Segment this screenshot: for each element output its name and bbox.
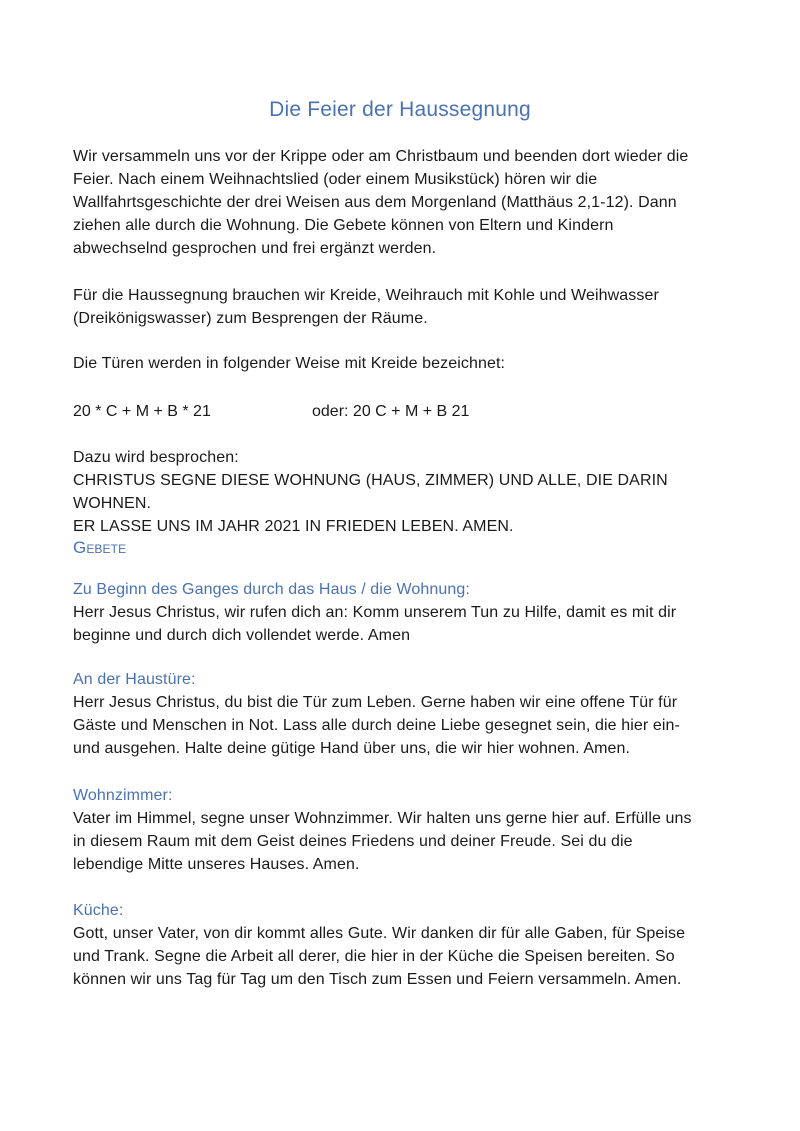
prayer-line: in diesem Raum mit dem Geist deines Friedens und deiner Freude. Sei du die	[73, 833, 633, 850]
materials-line: Für die Haussegnung brauchen wir Kreide, Weihrauch mit Kohle und Weihwasser	[73, 287, 659, 304]
document-title: Die Feier der Haussegnung	[269, 98, 531, 121]
intro-line: abwechselnd gesprochen und frei ergänzt werden.	[73, 240, 437, 257]
intro-line: Feier. Nach einem Weihnachtslied (oder einem Musikstück) hören wir die	[73, 171, 598, 188]
intro-line: Wallfahrtsgeschichte der drei Weisen aus dem Morgenland (Matthäus 2,1-12). Dann	[73, 194, 677, 211]
prayer-line: und Trank. Segne die Arbeit all derer, die hier in der Küche die Speisen bereiten. So	[73, 948, 675, 965]
prayer-heading: Küche:	[73, 902, 124, 919]
prayer-line: und ausgehen. Halte deine gütige Hand über uns, die wir hier wohnen. Amen.	[73, 740, 631, 757]
prayer-line: Gott, unser Vater, von dir kommt alles Gute. Wir danken dir für alle Gaben, für Speise	[73, 925, 686, 942]
prayer-line: beginne und durch dich vollendet werde. Amen	[73, 627, 411, 644]
blessing-line: ER LASSE UNS IM JAHR 2021 IN FRIEDEN LEBEN. AMEN.	[73, 518, 514, 535]
prayer-line: lebendige Mitte unseres Hauses. Amen.	[73, 856, 360, 873]
prayer-heading: Zu Beginn des Ganges durch das Haus / die Wohnung:	[73, 581, 470, 598]
section-heading-gebete: Gebete	[73, 538, 127, 557]
materials-line: (Dreikönigswasser) zum Besprengen der Räume.	[73, 310, 428, 327]
prayer-heading: Wohnzimmer:	[73, 787, 173, 804]
intro-line: ziehen alle durch die Wohnung. Die Gebete können von Eltern und Kindern	[73, 217, 614, 234]
prayer-line: Herr Jesus Christus, wir rufen dich an: Komm unserem Tun zu Hilfe, damit es mit dir	[73, 604, 677, 621]
prayer-line: Gäste und Menschen in Not. Lass alle durch deine Liebe gesegnet sein, die hier ein-	[73, 717, 680, 734]
prayer-line: Herr Jesus Christus, du bist die Tür zum Leben. Gerne haben wir eine offene Tür für	[73, 694, 678, 711]
intro-paragraph	[73, 145, 733, 260]
materials-paragraph	[73, 284, 733, 330]
prayer-kitchen	[73, 899, 733, 991]
doors-paragraph: Die Türen werden in folgender Weise mit Kreide bezeichnet:	[73, 355, 506, 372]
blessing-line: CHRISTUS SEGNE DIESE WOHNUNG (HAUS, ZIMMER) UND ALLE, DIE DARIN WOHNEN.	[73, 472, 668, 512]
prayer-line: können wir uns Tag für Tag um den Tisch zum Essen und Feiern versammeln. Amen.	[73, 971, 682, 988]
prayer-front-door	[73, 668, 733, 760]
spoken-intro: Dazu wird besprochen:	[73, 449, 239, 466]
blessing-paragraph	[73, 446, 733, 538]
prayer-line: Vater im Himmel, segne unser Wohnzimmer. Wir halten uns gerne hier auf. Erfülle uns	[73, 810, 692, 827]
chalk-formula-alternative: oder: 20 C + M + B 21	[312, 403, 470, 420]
prayer-beginning	[73, 578, 733, 647]
prayer-living-room	[73, 784, 733, 876]
prayer-heading: An der Haustüre:	[73, 671, 196, 688]
chalk-formula: 20 * C + M + B * 21	[73, 403, 211, 420]
intro-line: Wir versammeln uns vor der Krippe oder am Christbaum und beenden dort wieder die	[73, 148, 689, 165]
